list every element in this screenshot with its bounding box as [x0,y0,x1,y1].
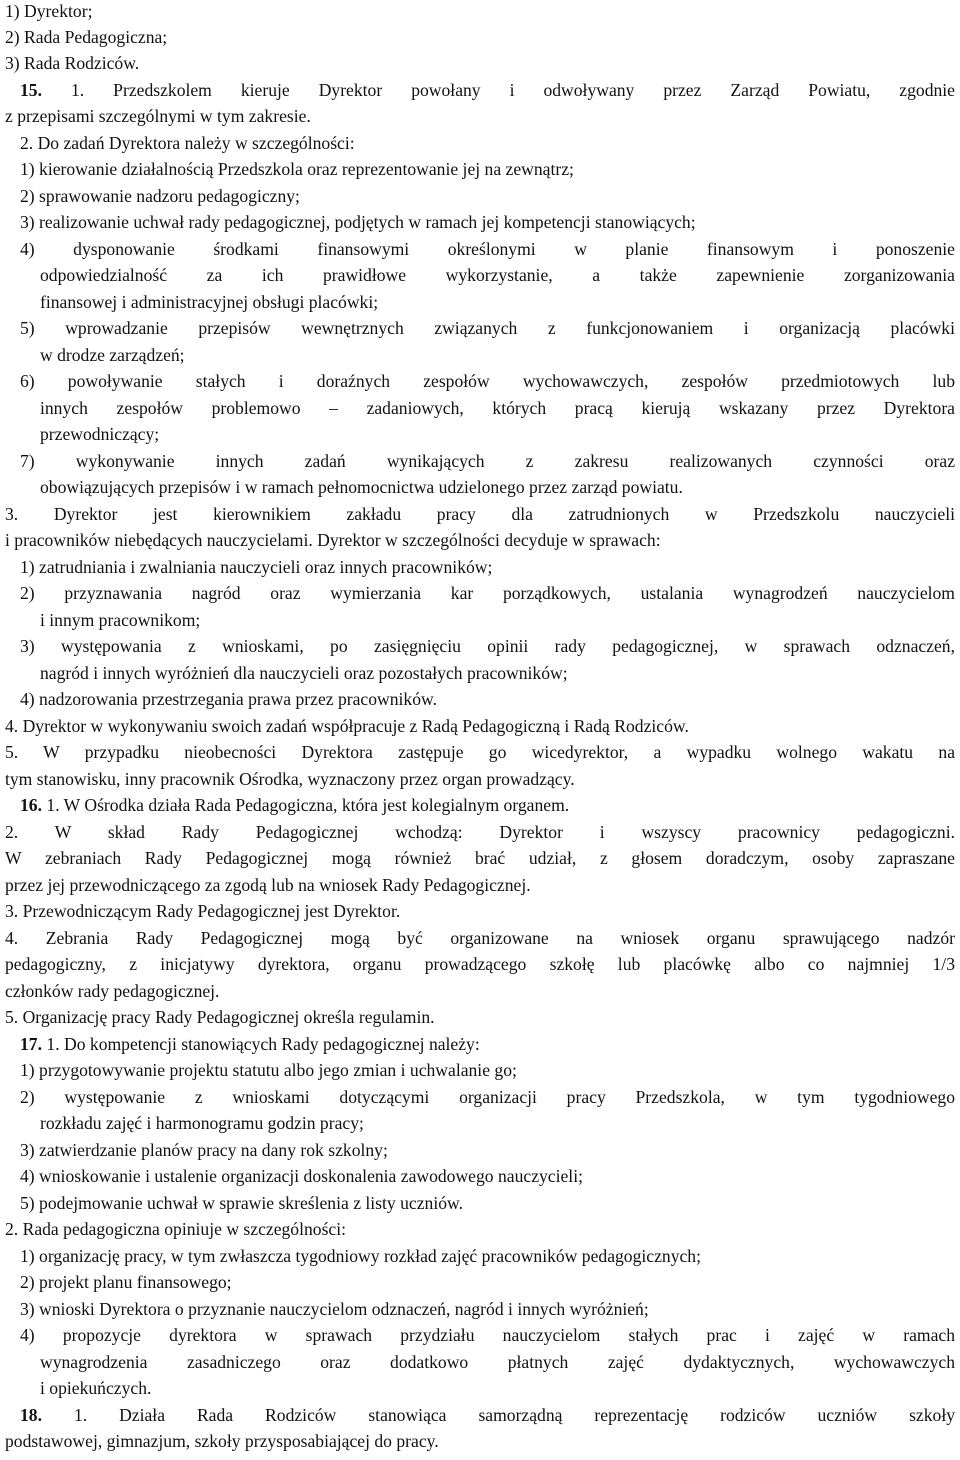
line-text: 1) przygotowywanie projektu statutu albo jego zmian i uchwalanie go; [20,1060,517,1080]
line-text: 2) projekt planu finansowego; [20,1272,232,1292]
text-line [5,874,531,896]
text-line [40,423,159,445]
line-text: 1. Działa Rada Rodziców stanowiąca samorządną reprezentację rodziców uczniów szkoły [42,1405,955,1425]
line-text: przewodniczący; [40,424,160,444]
line-text: w drodze zarządzeń; [40,345,185,365]
line-text: 2. W skład Rady Pedagogicznej wchodzą: Dyrektor i wszyscy pracownicy pedagogiczni. [5,822,955,842]
text-line [5,503,955,525]
line-text: innych zespołów problemowo – zadaniowych, których pracą kierują wskazany przez Dyrektora [40,398,955,418]
text-line [20,1298,649,1320]
line-text: 4) wnioskowanie i ustalenie organizacji doskonalenia zawodowego nauczycieli; [20,1166,583,1186]
line-text: nagród i innych wyróżnień dla nauczycieli oraz pozostałych pracowników; [40,663,568,683]
line-text: rozkładu zajęć i harmonogramu godzin pracy; [40,1113,364,1133]
text-line [20,211,696,233]
paragraph-number: 18. [20,1405,42,1425]
line-text: 3) wnioski Dyrektora o przyznanie nauczycielom odznaczeń, nagród i innych wyróżnień; [20,1299,649,1319]
text-line [40,264,955,286]
line-text: 5. Organizację pracy Rady Pedagogicznej określa regulamin. [5,1007,435,1027]
line-text: 2. Rada pedagogiczna opiniuje w szczególności: [5,1219,347,1239]
text-line [20,1324,955,1346]
text-line [5,105,311,127]
line-text: 1. Do kompetencji stanowiących Rady pedagogicznej należy: [42,1034,480,1054]
line-text: 3) zatwierdzanie planów pracy na dany rok szkolny; [20,1140,388,1160]
line-text: 2) Rada Pedagogiczna; [5,27,168,47]
text-line [20,238,955,260]
text-line [5,768,575,790]
text-line [5,847,955,869]
text-line [40,397,955,419]
text-line [40,291,378,313]
text-line [5,529,661,551]
text-line [40,1112,364,1134]
line-text: 1) Dyrektor; [5,1,93,21]
text-line [20,132,355,154]
text-line [20,79,955,101]
line-text: odpowiedzialność za ich prawidłowe wykorzystanie, a także zapewnienie zorganizowania [40,265,955,285]
line-text: członków rady pedagogicznej. [5,981,220,1001]
line-text: 2) sprawowanie nadzoru pedagogiczny; [20,186,300,206]
line-text: 5) podejmowanie uchwał w sprawie skreślenia z listy uczniów. [20,1193,463,1213]
paragraph-number: 16. [20,795,42,815]
line-text: finansowej i administracyjnej obsługi placówki; [40,292,379,312]
text-line [5,715,689,737]
line-text: 3. Dyrektor jest kierownikiem zakładu pracy dla zatrudnionych w Przedszkolu nauczycieli [5,504,955,524]
line-text: 1. W Ośrodka działa Rada Pedagogiczna, która jest kolegialnym organem. [42,795,570,815]
line-text: 5. W przypadku nieobecności Dyrektora zastępuje go wicedyrektor, a wypadku wolnego wakatu na [5,742,955,762]
text-line [20,794,569,816]
text-line [20,635,955,657]
line-text: W zebraniach Rady Pedagogicznej mogą również brać udział, z głosem doradczym, osoby zapraszane [5,848,955,868]
text-line [40,662,568,684]
text-line [20,317,955,339]
text-line [20,1033,480,1055]
line-text: 4. Dyrektor w wykonywaniu swoich zadań współpracuje z Radą Pedagogiczną i Radą Rodziców. [5,716,689,736]
text-line [20,450,955,472]
line-text: przez jej przewodniczącego za zgodą lub na wniosek Rady Pedagogicznej. [5,875,531,895]
line-text: 4. Zebrania Rady Pedagogicznej mogą być organizowane na wniosek organu sprawującego nadzór [5,928,955,948]
line-text: podstawowej, gimnazjum, szkoły przysposabiającej do pracy. [5,1431,439,1451]
line-text: obowiązujących przepisów i w ramach pełnomocnictwa udzielonego przez zarząd powiatu. [40,477,683,497]
text-line [20,1165,583,1187]
line-text: tym stanowisku, inny pracownik Ośrodka, wyznaczony przez organ prowadzący. [5,769,575,789]
line-text: pedagogiczny, z inicjatywy dyrektora, organu prowadzącego szkołę lub placówkę albo co najmniej 1/3 [5,954,955,974]
paragraph-number: 15. [20,80,42,100]
line-text: 2) występowanie z wnioskami dotyczącymi organizacji pracy Przedszkola, w tym tygodniowego [20,1087,955,1107]
line-text: wynagrodzenia zasadniczego oraz dodatkowo płatnych zajęć dydaktycznych, wychowawczych [40,1352,955,1372]
text-line [20,582,955,604]
text-line [20,1086,955,1108]
line-text: 1) zatrudniania i zwalniania nauczycieli oraz innych pracowników; [20,557,493,577]
text-line [20,1271,232,1293]
line-text: z przepisami szczególnymi w tym zakresie. [5,106,311,126]
line-text: 4) nadzorowania przestrzegania prawa przez pracowników. [20,689,437,709]
text-line [20,1139,388,1161]
text-line [5,821,955,843]
line-text: 5) wprowadzanie przepisów wewnętrznych związanych z funkcjonowaniem i organizacją placówki [20,318,955,338]
text-line [20,1059,517,1081]
text-line [20,185,300,207]
line-text: 1) kierowanie działalnością Przedszkola oraz reprezentowanie jej na zewnątrz; [20,159,574,179]
text-line [5,1006,435,1028]
line-text: 3) realizowanie uchwał rady pedagogicznej, podjętych w ramach jej kompetencji stanowiących; [20,212,696,232]
text-line [40,609,200,631]
text-line [20,1404,955,1426]
line-text: i opiekuńczych. [40,1378,152,1398]
text-line [40,344,185,366]
text-line [5,980,219,1002]
text-line [5,741,955,763]
text-line [5,953,955,975]
line-text: 4) dysponowanie środkami finansowymi określonymi w planie finansowym i ponoszenie [20,239,955,259]
line-text: 3) Rada Rodziców. [5,53,140,73]
text-line [20,1192,463,1214]
text-line [20,370,955,392]
text-line [5,900,400,922]
text-line [40,476,683,498]
text-line [20,688,437,710]
text-line [5,26,167,48]
text-line [40,1351,955,1373]
line-text: 1) organizację pracy, w tym zwłaszcza tygodniowy rozkład zajęć pracowników pedagogicznych; [20,1246,701,1266]
line-text: 4) propozycje dyrektora w sprawach przydziału nauczycielom stałych prac i zajęć w ramach [20,1325,955,1345]
line-text: 3) występowania z wnioskami, po zasięgnięciu opinii rady pedagogicznej, w sprawach odznaczeń, [20,636,955,656]
line-text: 7) wykonywanie innych zadań wynikających z zakresu realizowanych czynności oraz [20,451,955,471]
text-line [20,1245,701,1267]
text-line [40,1377,151,1399]
text-line [5,1430,439,1452]
paragraph-number: 17. [20,1034,42,1054]
line-text: i pracowników niebędących nauczycielami. Dyrektor w szczególności decyduje w sprawach: [5,530,661,550]
line-text: 6) powoływanie stałych i doraźnych zespołów wychowawczych, zespołów przedmiotowych lub [20,371,955,391]
text-line [5,52,139,74]
line-text: 2) przyznawania nagród oraz wymierzania kar porządkowych, ustalania wynagrodzeń nauczycielom [20,583,955,603]
line-text: 3. Przewodniczącym Rady Pedagogicznej jest Dyrektor. [5,901,401,921]
text-line [5,1218,346,1240]
text-line [5,0,92,22]
text-line [5,927,955,949]
line-text: i innym pracownikom; [40,610,201,630]
line-text: 1. Przedszkolem kieruje Dyrektor powołany i odwoływany przez Zarząd Powiatu, zgodnie [42,80,955,100]
text-line [20,556,492,578]
text-line [20,158,574,180]
line-text: 2. Do zadań Dyrektora należy w szczególności: [20,133,355,153]
